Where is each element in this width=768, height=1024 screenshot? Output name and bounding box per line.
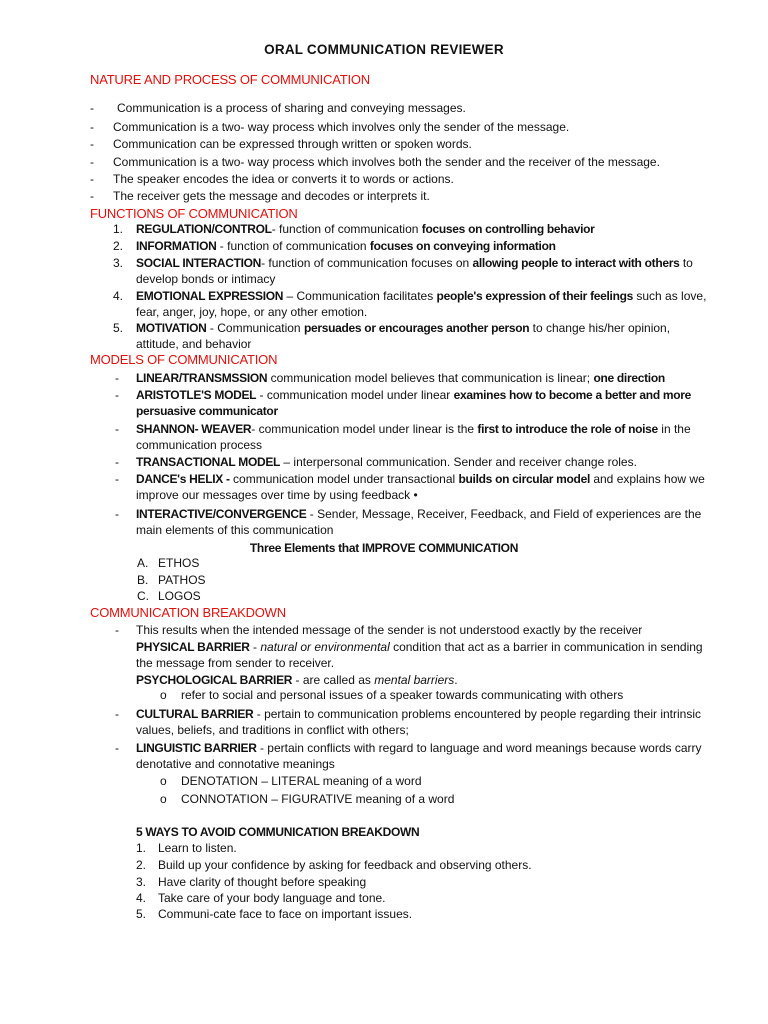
avoid-item: Learn to listen. bbox=[158, 841, 237, 855]
dash-marker: - bbox=[90, 172, 94, 186]
model-term: ARISTOTLE'S MODEL bbox=[136, 388, 257, 402]
function-desc-tail: such as love, bbox=[633, 289, 707, 303]
nature-bullet: Communication can be expressed through written or spoken words. bbox=[113, 137, 472, 151]
list-number: 4. bbox=[136, 891, 147, 905]
barrier-desc: - bbox=[249, 640, 261, 654]
barrier-continuation: values, beliefs, and traditions in conflict with others; bbox=[136, 723, 409, 737]
barrier-sub-item: refer to social and personal issues of a speaker towards communicating with others bbox=[181, 688, 624, 702]
barrier-desc: - pertain conflicts with regard to language and word meanings because words carry bbox=[256, 741, 702, 755]
barrier-desc: - are called as bbox=[292, 673, 375, 687]
function-desc: - Communication bbox=[206, 321, 304, 335]
barrier-italic: mental barriers bbox=[374, 673, 455, 687]
section-heading-breakdown: COMMUNICATION BREAKDOWN bbox=[90, 605, 286, 620]
model-item bbox=[136, 507, 701, 522]
function-item bbox=[136, 321, 670, 336]
barrier-term: LINGUISTIC BARRIER bbox=[136, 741, 257, 755]
model-term: DANCE's HELIX - bbox=[136, 472, 230, 486]
model-desc: - communication model under linear is the bbox=[251, 422, 478, 436]
function-term: MOTIVATION bbox=[136, 321, 207, 335]
list-number: 5. bbox=[136, 907, 147, 921]
function-item bbox=[136, 222, 595, 237]
list-number: 5. bbox=[113, 321, 124, 335]
list-letter: A. bbox=[137, 556, 149, 570]
breakdown-intro: This results when the intended message of the sender is not understood exactly by the receiver bbox=[136, 623, 643, 637]
function-desc: - function of communication focuses on bbox=[261, 256, 473, 270]
nature-bullet: Communication is a two- way process which involves both the sender and the receiver of the message. bbox=[113, 155, 660, 169]
list-number: 1. bbox=[136, 841, 147, 855]
model-item bbox=[136, 472, 705, 487]
model-continuation: improve our messages over time by using feedback • bbox=[136, 488, 418, 502]
barrier-term: PHYSICAL BARRIER bbox=[136, 640, 250, 654]
function-emphasis: focuses on conveying information bbox=[369, 239, 556, 253]
model-term: SHANNON- WEAVER bbox=[136, 422, 252, 436]
model-emphasis: first to introduce the role of noise bbox=[477, 422, 658, 436]
function-emphasis: focuses on controlling behavior bbox=[421, 222, 595, 236]
avoid-heading: 5 WAYS TO AVOID COMMUNICATION BREAKDOWN bbox=[136, 825, 420, 839]
model-item bbox=[136, 371, 665, 386]
model-emphasis: one direction bbox=[593, 371, 665, 385]
dash-marker: - bbox=[90, 101, 94, 115]
model-desc: - communication model under linear bbox=[256, 388, 454, 402]
nature-bullet: The speaker encodes the idea or converts it to words or actions. bbox=[113, 172, 454, 186]
barrier-italic: natural or environmental bbox=[260, 640, 390, 654]
barrier-desc-tail: condition that act as a barrier in communication in sending bbox=[389, 640, 703, 654]
list-letter: B. bbox=[137, 573, 149, 587]
model-emphasis: builds on circular model bbox=[458, 472, 590, 486]
model-continuation: persuasive communicator bbox=[136, 404, 278, 418]
dash-marker: - bbox=[90, 137, 94, 151]
barrier-desc: - pertain to communication problems encountered by people regarding their intrinsic bbox=[253, 707, 701, 721]
circle-marker: o bbox=[160, 774, 167, 788]
model-desc: – interpersonal communication. Sender and receiver change roles. bbox=[280, 455, 637, 469]
nature-bullet: The receiver gets the message and decodes or interprets it. bbox=[113, 189, 430, 203]
model-item bbox=[136, 422, 691, 437]
dash-marker: - bbox=[115, 455, 119, 469]
section-heading-models: MODELS OF COMMUNICATION bbox=[90, 352, 278, 367]
function-continuation: fear, anger, joy, hope, or any other emotion. bbox=[136, 305, 368, 319]
model-item bbox=[136, 388, 691, 403]
function-continuation: attitude, and behavior bbox=[136, 337, 252, 351]
function-term: INFORMATION bbox=[136, 239, 217, 253]
list-number: 2. bbox=[136, 858, 147, 872]
list-number: 3. bbox=[113, 256, 124, 270]
model-desc-tail: and explains how we bbox=[590, 472, 705, 486]
function-term: SOCIAL INTERACTION bbox=[136, 256, 262, 270]
function-term: REGULATION/CONTROL bbox=[136, 222, 272, 236]
barrier-cultural bbox=[136, 707, 701, 722]
dash-marker: - bbox=[115, 623, 119, 637]
model-term: INTERACTIVE/CONVERGENCE bbox=[136, 507, 307, 521]
model-desc: - Sender, Message, Receiver, Feedback, and Field of experiences are the bbox=[306, 507, 702, 521]
dash-marker: - bbox=[115, 422, 119, 436]
element-item: PATHOS bbox=[158, 573, 206, 587]
dash-marker: - bbox=[115, 388, 119, 402]
function-item bbox=[136, 239, 556, 254]
dash-marker: - bbox=[115, 741, 119, 755]
function-emphasis: people's expression of their feelings bbox=[436, 289, 634, 303]
barrier-continuation: denotative and connotative meanings bbox=[136, 757, 335, 771]
list-letter: C. bbox=[137, 589, 149, 603]
function-continuation: develop bonds or intimacy bbox=[136, 272, 276, 286]
element-item: ETHOS bbox=[158, 556, 200, 570]
function-desc-tail: to bbox=[679, 256, 693, 270]
model-desc: communication model believes that communication is linear; bbox=[267, 371, 594, 385]
dash-marker: - bbox=[115, 371, 119, 385]
dash-marker: - bbox=[90, 120, 94, 134]
circle-marker: o bbox=[160, 688, 167, 702]
model-desc-tail: in the bbox=[657, 422, 691, 436]
barrier-sub-item: CONNOTATION – FIGURATIVE meaning of a word bbox=[181, 792, 455, 806]
barrier-psychological bbox=[136, 673, 458, 688]
avoid-item: Have clarity of thought before speaking bbox=[158, 875, 367, 889]
element-item: LOGOS bbox=[158, 589, 201, 603]
dash-marker: - bbox=[90, 155, 94, 169]
function-desc: - function of communication bbox=[216, 239, 370, 253]
list-number: 3. bbox=[136, 875, 147, 889]
function-desc-tail: to change his/her opinion, bbox=[529, 321, 671, 335]
dash-marker: - bbox=[115, 707, 119, 721]
model-emphasis: examines how to become a better and more bbox=[453, 388, 692, 402]
function-emphasis: persuades or encourages another person bbox=[303, 321, 530, 335]
function-desc: - function of communication bbox=[271, 222, 422, 236]
dash-marker: - bbox=[115, 507, 119, 521]
barrier-linguistic bbox=[136, 741, 702, 756]
model-desc: communication model under transactional bbox=[229, 472, 459, 486]
model-term: LINEAR/TRANSMSSION bbox=[136, 371, 268, 385]
function-item bbox=[136, 256, 693, 271]
model-item bbox=[136, 455, 637, 470]
barrier-physical bbox=[136, 640, 703, 655]
barrier-term: PSYCHOLOGICAL BARRIER bbox=[136, 673, 293, 687]
section-heading-functions: FUNCTIONS OF COMMUNICATION bbox=[90, 206, 298, 221]
model-continuation: main elements of this communication bbox=[136, 523, 334, 537]
document-title: ORAL COMMUNICATION REVIEWER bbox=[264, 42, 504, 57]
dash-marker: - bbox=[90, 189, 94, 203]
list-number: 2. bbox=[113, 239, 124, 253]
avoid-item: Take care of your body language and tone. bbox=[158, 891, 386, 905]
barrier-sub-item: DENOTATION – LITERAL meaning of a word bbox=[181, 774, 422, 788]
section-heading-nature: NATURE AND PROCESS OF COMMUNICATION bbox=[90, 72, 370, 87]
list-number: 1. bbox=[113, 222, 124, 236]
nature-bullet: Communication is a two- way process which involves only the sender of the message. bbox=[113, 120, 570, 134]
function-emphasis: allowing people to interact with others bbox=[472, 256, 680, 270]
model-term: TRANSACTIONAL MODEL bbox=[136, 455, 281, 469]
circle-marker: o bbox=[160, 792, 167, 806]
function-desc: – Communication facilitates bbox=[283, 289, 437, 303]
function-item bbox=[136, 289, 706, 304]
avoid-item: Build up your confidence by asking for feedback and observing others. bbox=[158, 858, 532, 872]
dash-marker: - bbox=[115, 472, 119, 486]
avoid-item: Communi-cate face to face on important issues. bbox=[158, 907, 413, 921]
barrier-term: CULTURAL BARRIER bbox=[136, 707, 254, 721]
elements-title: Three Elements that IMPROVE COMMUNICATION bbox=[249, 541, 519, 555]
nature-bullet: Communication is a process of sharing and conveying messages. bbox=[117, 101, 466, 115]
function-term: EMOTIONAL EXPRESSION bbox=[136, 289, 284, 303]
barrier-desc-tail: . bbox=[454, 673, 458, 687]
list-number: 4. bbox=[113, 289, 124, 303]
barrier-continuation: the message from sender to receiver. bbox=[136, 656, 335, 670]
model-continuation: communication process bbox=[136, 438, 263, 452]
